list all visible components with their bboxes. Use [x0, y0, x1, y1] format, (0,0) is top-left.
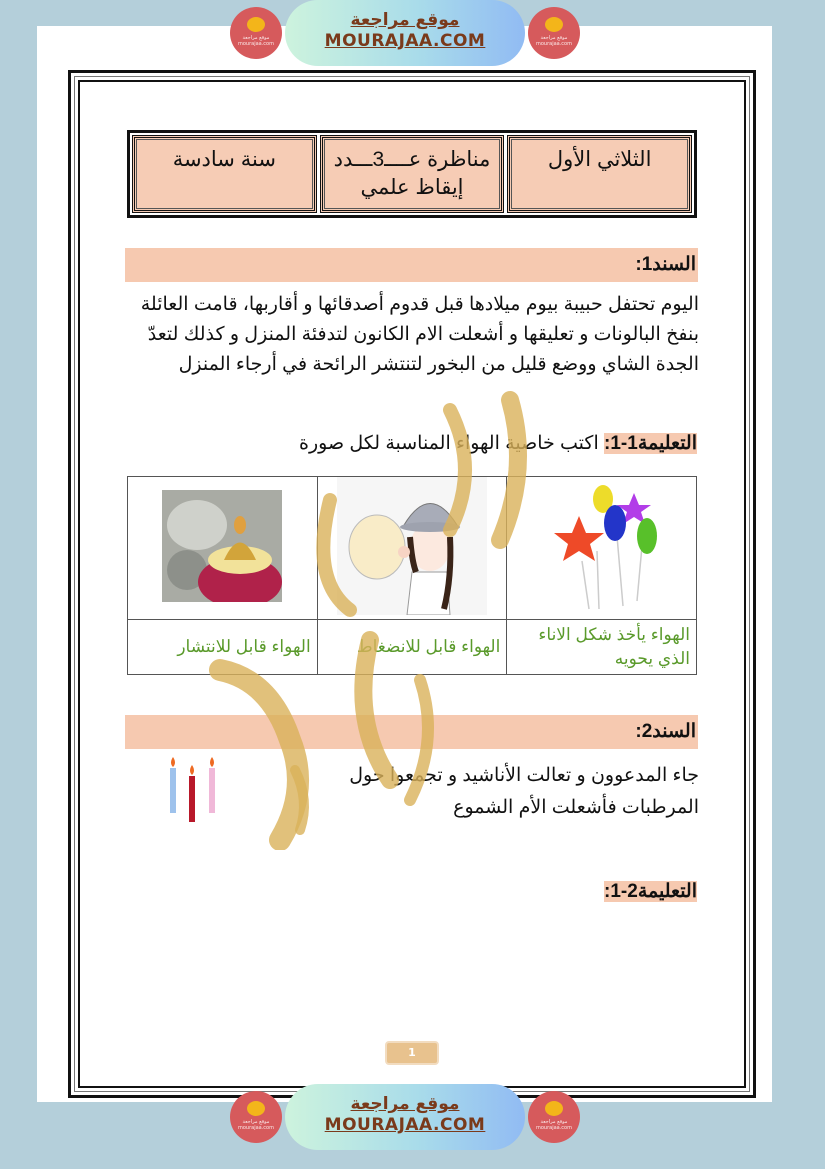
header-cell-term: الثلاثي الأول — [507, 135, 692, 213]
answer-cell-shape: الهواء يأخذ شكل الاناء الذي يحويه — [507, 620, 697, 675]
section1-title: السند1: — [125, 248, 698, 282]
instruction1-text: اكتب خاصية الهواء المناسبة لكل صورة — [299, 433, 605, 454]
site-link[interactable] — [285, 1084, 525, 1150]
site-logo-icon: موقع مراجعة mourajaa.com — [528, 1091, 580, 1143]
image-cell-incense — [128, 477, 318, 620]
site-link[interactable] — [285, 0, 525, 66]
instruction1-label: التعليمة1-1: — [604, 433, 697, 454]
site-banner-bottom[interactable] — [230, 1084, 580, 1150]
section2-text: جاء المدعوون و تعالت الأناشيد و تجمعوا حول المرطبات فأشعلت الأم الشموع — [349, 765, 699, 818]
girl-blowing-balloon-icon — [332, 477, 492, 615]
section2-title: السند2: — [125, 715, 698, 749]
instruction2-label: التعليمة2-1: — [604, 881, 697, 902]
site-banner-top[interactable] — [230, 0, 580, 66]
site-domain: MOURAJAA.COM — [324, 31, 486, 51]
site-arabic-name: موقع مراجعة — [350, 1094, 460, 1114]
incense-burner-icon — [162, 490, 282, 602]
answer-cell-diffusion: الهواء قابل للانتشار — [128, 620, 318, 675]
site-logo-icon: موقع مراجعة mourajaa.com — [528, 7, 580, 59]
answer-cell-compressible: الهواء قابل للانضغاط — [317, 620, 507, 675]
instruction1 — [299, 432, 697, 455]
header-table — [127, 130, 697, 218]
image-cell-girl — [317, 477, 507, 620]
header-cell-grade: سنة سادسة — [132, 135, 317, 213]
page-number: 1 — [385, 1041, 439, 1065]
instruction2 — [604, 880, 697, 903]
header-cell-subject: مناظرة عــــ3ـــدد إيقاظ علمي — [320, 135, 505, 213]
site-domain: MOURAJAA.COM — [324, 1115, 486, 1135]
site-arabic-name: موقع مراجعة — [350, 10, 460, 30]
image-cell-balloons — [507, 477, 697, 620]
balloons-icon — [537, 481, 667, 611]
site-logo-icon: موقع مراجعة mourajaa.com — [230, 7, 282, 59]
candles-icon — [165, 755, 225, 827]
air-properties-table — [127, 476, 697, 675]
section1-text: اليوم تحتفل حبيبة بيوم ميلادها قبل قدوم أصدقائها و أقاربها، قامت العائلة بنفخ البالونات و تعليقها و أشعلت الام الكانون لتدفئة المنزل و كذلك لتعدّ الجدة الشاي ووضع قليل من البخور لتنتشر الرائحة في أرجاء المنزل — [140, 294, 699, 375]
site-logo-icon: موقع مراجعة mourajaa.com — [230, 1091, 282, 1143]
